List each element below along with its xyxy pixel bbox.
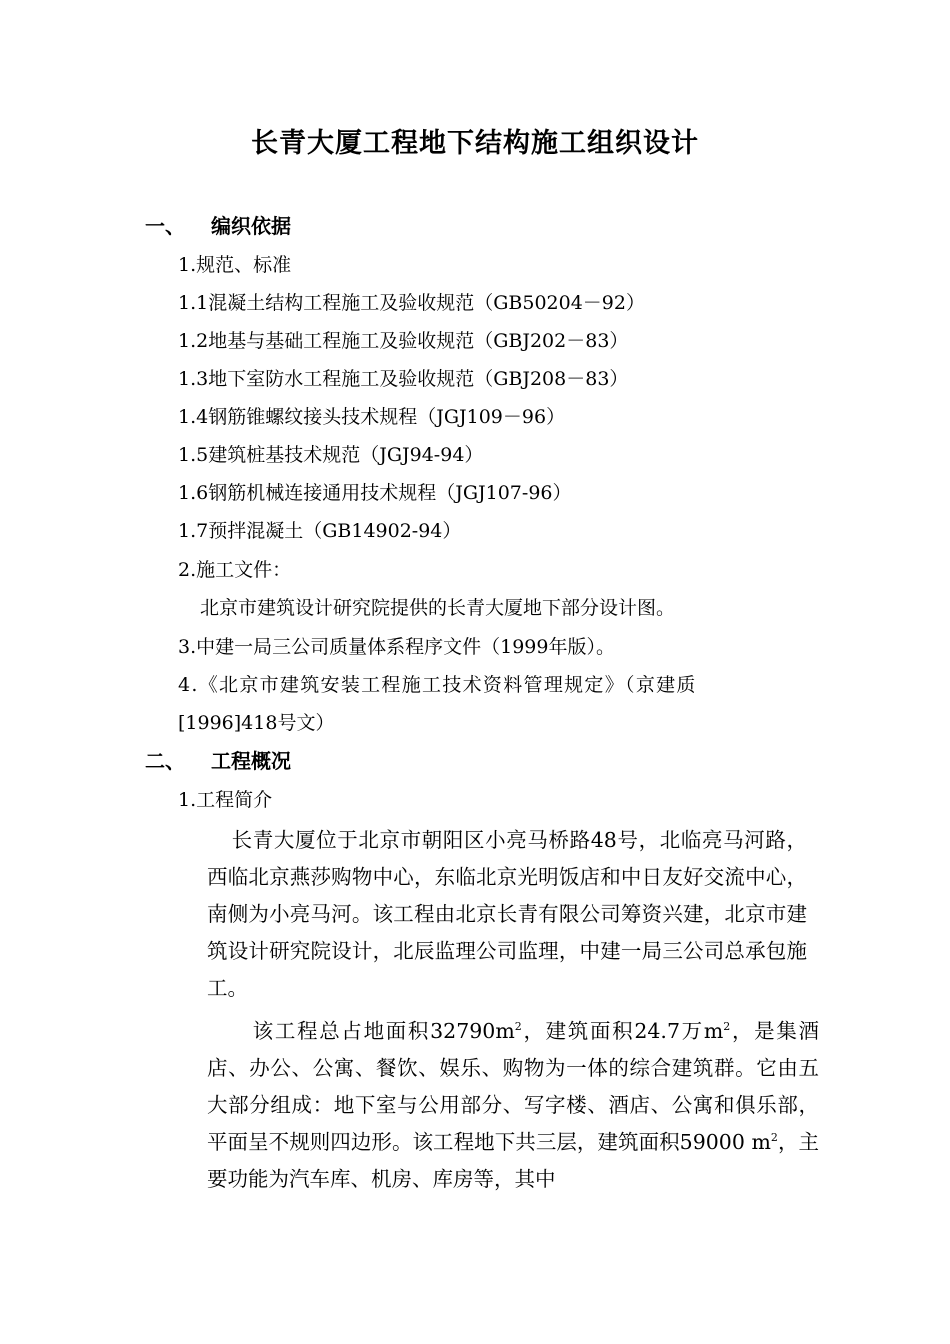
list-item: [1996]418号文） <box>178 712 335 734</box>
list-item: 1.4钢筋锥螺纹接头技术规程（JGJ109－96） <box>178 406 566 428</box>
paragraph-text: ，建筑面积24.7万m <box>521 1019 724 1043</box>
list-item: 4.《北京市建筑安装工程施工技术资料管理规定》（京建质 <box>178 674 697 696</box>
list-item: 1.规范、标准 <box>178 254 292 276</box>
paragraph-text: 该工程总占地面积32790m <box>251 1019 515 1043</box>
list-item: 1.1混凝土结构工程施工及验收规范（GB50204－92） <box>178 292 645 314</box>
section-1-number: 一、 <box>145 214 185 238</box>
section-1-heading <box>145 211 291 241</box>
section-2-title: 工程概况 <box>211 749 291 773</box>
superscript: 2 <box>770 1131 778 1145</box>
list-item: 1.3地下室防水工程施工及验收规范（GBJ208－83） <box>178 368 629 390</box>
document-title: 长青大厦工程地下结构施工组织设计 <box>251 128 699 159</box>
section-2-heading <box>145 746 291 776</box>
paragraph-text: ，是集酒店、办公、公寓、餐饮、娱乐、购物为一体的综合建筑群。它由五大部分组成：地下室与公用部分、写字楼、酒店、公寓和俱乐部，平面呈不规则四边形。该工程地下共三层，建筑面积59000 m <box>207 1019 819 1154</box>
paragraph-area <box>207 1013 819 1198</box>
paragraph-text: ，主要功能为汽车库、机房、库房等，其中 <box>207 1130 820 1191</box>
paragraph-intro <box>207 822 807 1007</box>
section-1-title: 编织依据 <box>211 214 291 238</box>
superscript: 2 <box>514 1020 522 1034</box>
superscript: 2 <box>723 1020 731 1034</box>
list-item: 2.施工文件： <box>178 559 292 581</box>
subsection-title: 1.工程简介 <box>178 789 273 811</box>
list-item: 1.2地基与基础工程施工及验收规范（GBJ202－83） <box>178 330 629 352</box>
list-item: 1.5建筑桩基技术规范（JGJ94-94） <box>178 444 484 466</box>
list-item: 3.中建一局三公司质量体系程序文件（1999年版）。 <box>178 636 615 658</box>
section-2-number: 二、 <box>145 749 185 773</box>
list-item: 1.6钢筋机械连接通用技术规程（JGJ107-96） <box>178 482 572 504</box>
list-item: 1.7预拌混凝土（GB14902-94） <box>178 520 462 542</box>
list-item: 北京市建筑设计研究院提供的长青大厦地下部分设计图。 <box>200 597 676 619</box>
paragraph-text: 长青大厦位于北京市朝阳区小亮马桥路48号，北临亮马河路，西临北京燕莎购物中心，东临北京光明饭店和中日友好交流中心，南侧为小亮马河。该工程由北京长青有限公司筹资兴建，北京市建筑设计研究院设计，北辰监理公司监理，中建一局三公司总承包施工。 <box>207 828 807 1000</box>
